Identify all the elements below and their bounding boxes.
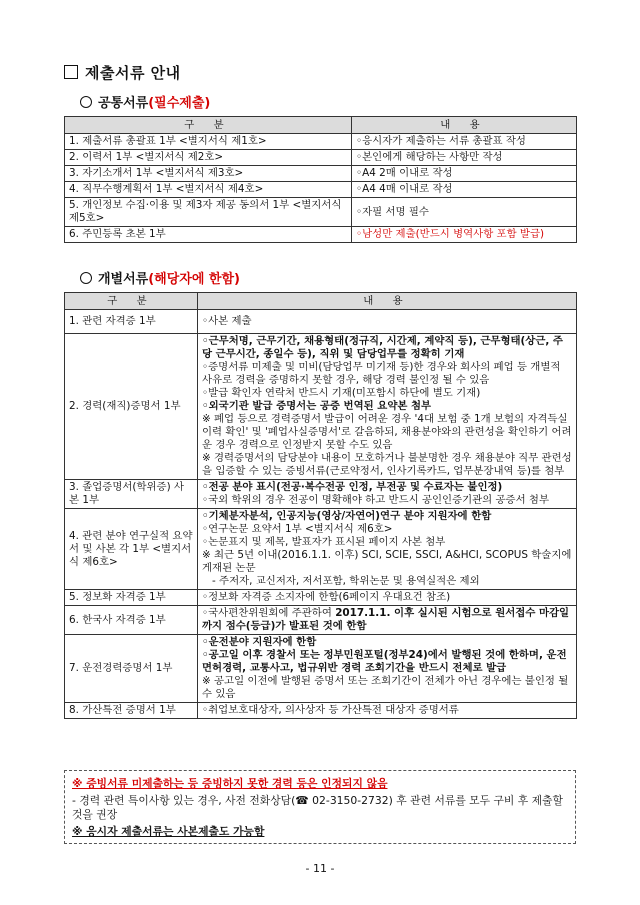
table-row: 4. 직무수행계획서 1부 <별지서식 제4호> ◦A4 4매 이내로 작성 [65, 182, 577, 198]
circle-bullet-icon [80, 272, 92, 284]
header-category: 구 분 [65, 117, 352, 134]
table-row: 2. 경력(재직)증명서 1부 ◦근무처명, 근무기간, 채용형태(정규직, 시간제, 계약직 등), 근무형태(상근, 주당 근무시간, 종일수 등), 직위 및 담당업무를 정확히 기재 ◦증명서류 미제출 및 미비(담당업무 미기재 등)한 경우와 회사의 폐업 등 개별적 사유로 경력을 증명하지 못할 경우, 해당 경력 불인정 될 수 있음 ◦발급 확인자 연락처 반드시 기재(미포함시 하단에 별도 기재) ◦외국기관 발급 증명서는 공증 번역된 요약본 첨부 ※ 폐업 등으로 경력증명서 발급이 어려운 경우 '4대 보험 중 1개 보험의 자격득실 이력 확인' 및 '폐업사실증명서'로 갈음하되, 채용분야와의 관련성을 확인하기 어려운 경우 경력으로 인정받지 못할 수도 있음 ※ 경력증명서의 담당분야 내용이 모호하거나 불분명한 경우 채용분야 직무 관련성을 입증할 수 있는 증빙서류(근로약정서, 인사기록카드, 업무분장내역 등)를 첨부 [65, 334, 577, 480]
common-docs-heading: 공통서류(필수제출) [80, 92, 210, 111]
table-row: 5. 개인정보 수집·이용 및 제3자 제공 동의서 1부 <별지서식 제5호> ◦자필 서명 필수 [65, 198, 577, 227]
table-row: 5. 정보화 자격증 1부 ◦정보화 자격증 소지자에 한함(6페이지 우대요건 참조) [65, 590, 577, 606]
circle-bullet-icon [80, 96, 92, 108]
table-row: 7. 운전경력증명서 1부 ◦운전분야 지원자에 한함 ◦공고일 이후 경찰서 또는 정부민원포털(정부24)에서 발행된 것에 한하며, 운전면허경력, 교통사고, 법규위반 경력 조회기간을 반드시 전체로 발급 ※ 공고일 이전에 발행된 증명서 또는 조회기간이 전체가 아닌 경우에는 불인정 될 수 있음 [65, 635, 577, 703]
table-row: 1. 관련 자격증 1부 ◦사본 제출 [65, 310, 577, 334]
individual-docs-table [64, 292, 577, 719]
table-row: 4. 관련 분야 연구실적 요약서 및 사본 각 1부 <별지서식 제6호> ◦기체분자분석, 인공지능(영상/자연어)연구 분야 지원자에 한함 ◦연구논문 요약서 1부 <별지서식 제6호> ◦논문표지 및 제목, 발표자가 표시된 페이지 사본 첨부 ※ 최근 5년 이내(2016.1.1. 이후) SCI, SCIE, SSCI, A&HCI, SCOPUS 학술지에 게재된 논문 - 주저자, 교신저자, 저서포함, 학위논문 및 용역실적은 제외 [65, 509, 577, 590]
page-number: - 11 - [305, 862, 335, 875]
header-content: 내 용 [198, 293, 577, 310]
table-row: 1. 제출서류 총괄표 1부 <별지서식 제1호> ◦응시자가 제출하는 서류 총괄표 작성 [65, 134, 577, 150]
table-row: 6. 한국사 자격증 1부 ◦국사편찬위원회에 주관하여 2017.1.1. 이후 실시된 시험으로 원서접수 마감일까지 점수(등급)가 발표된 것에 한함 [65, 606, 577, 635]
note-unverified-career: ※ 증빙서류 미제출하는 등 증빙하지 못한 경력 등은 인정되지 않음 [72, 777, 388, 790]
note-copies-allowed: ※ 응시자 제출서류는 사본제출도 가능함 [72, 825, 265, 838]
note-phone-consultation: - 경력 관련 특이사항 있는 경우, 사전 전화상담(☎ 02-3150-2732) 후 관련 서류를 모두 구비 후 제출할 것을 권장 [72, 794, 563, 821]
table-row: 3. 자기소개서 1부 <별지서식 제3호> ◦A4 2매 이내로 작성 [65, 166, 577, 182]
table-row: 8. 가산특전 증명서 1부 ◦취업보호대상자, 의사상자 등 가산특전 대상자 증명서류 [65, 703, 577, 719]
individual-docs-heading: 개별서류(해당자에 한함) [80, 268, 240, 287]
section-title: 제출서류 안내 [64, 62, 181, 83]
header-content: 내 용 [352, 117, 577, 134]
checkbox-square-icon [64, 65, 78, 79]
header-category: 구 분 [65, 293, 198, 310]
common-docs-table [64, 116, 577, 243]
table-row: 3. 졸업증명서(학위증) 사본 1부 ◦전공 분야 표시(전공·복수전공 인정, 부전공 및 수료자는 불인정) ◦국외 학위의 경우 전공이 명확해야 하고 반드시 공인인증기관의 공증서 첨부 [65, 480, 577, 509]
table-row: 6. 주민등록 초본 1부 ◦남성만 제출(반드시 병역사항 포함 발급) [65, 227, 577, 243]
table-row: 2. 이력서 1부 <별지서식 제2호> ◦본인에게 해당하는 사항만 작성 [65, 150, 577, 166]
